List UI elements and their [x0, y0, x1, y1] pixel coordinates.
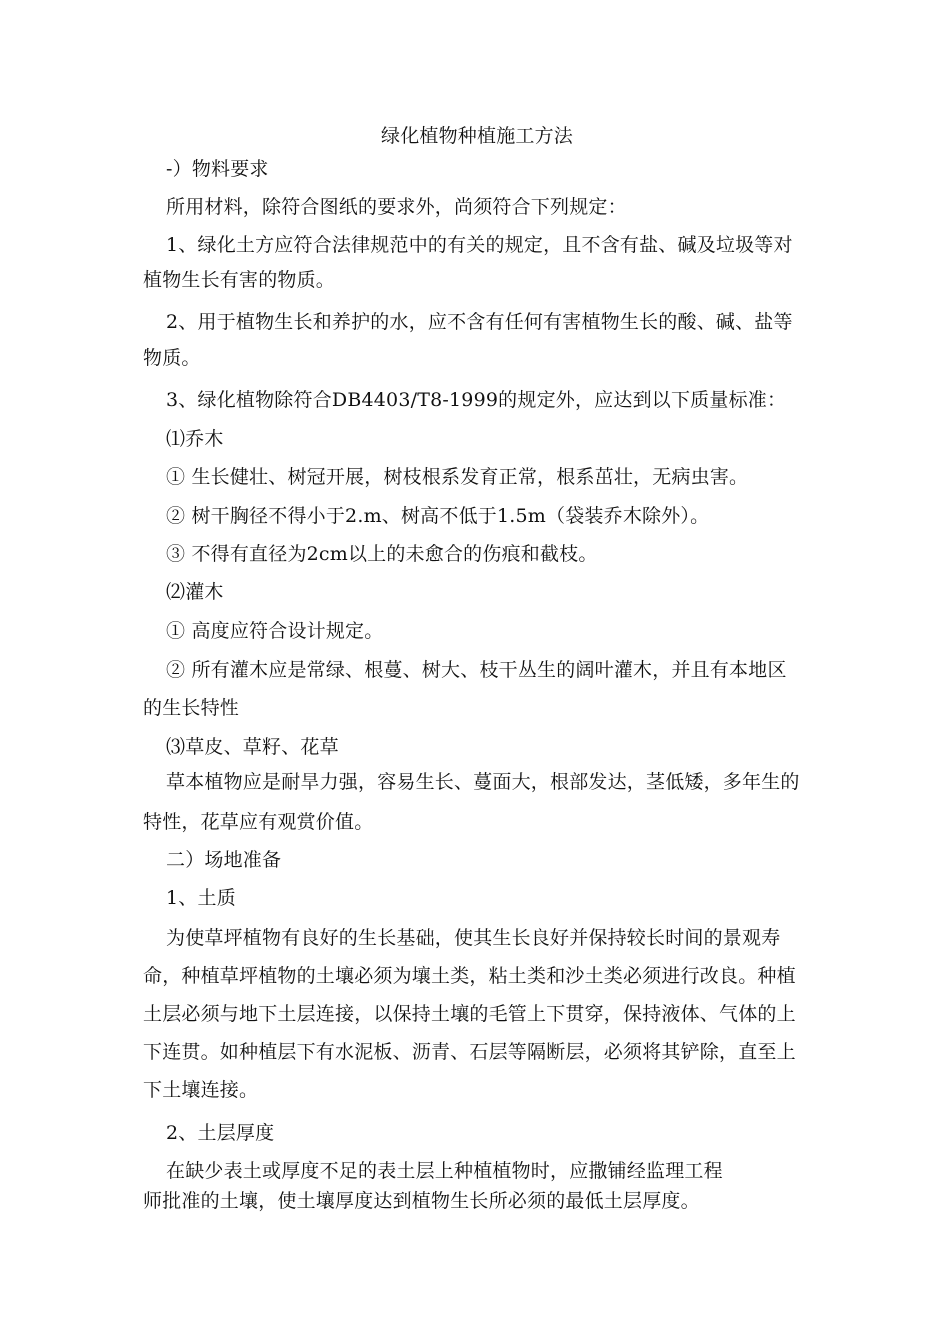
list-item: ① 生长健壮、树冠开展，树枝根系发育正常，根系茁壮，无病虫害。 — [166, 466, 749, 488]
subsection-heading: 1、土质 — [166, 887, 236, 909]
paragraph-line: 物质。 — [143, 347, 201, 369]
subsection-heading: ⑴乔木 — [166, 428, 224, 450]
paragraph-line: 2、用于植物生长和养护的水，应不含有任何有害植物生长的酸、碱、盐等 — [166, 311, 793, 333]
paragraph-line: 命，种植草坪植物的土壤必须为壤土类，粘土类和沙土类必须进行改良。种植 — [143, 965, 796, 987]
paragraph-line: 3、绿化植物除符合DB4403/T8-1999的规定外，应达到以下质量标准： — [166, 389, 787, 411]
subsection-heading: ⑶草皮、草籽、花草 — [166, 736, 339, 758]
paragraph-line: 草本植物应是耐旱力强，容易生长、蔓面大，根部发达，茎低矮，多年生的 — [166, 771, 800, 793]
document-title: 绿化植物种植施工方法 — [381, 125, 574, 147]
paragraph-line: 土层必须与地下土层连接，以保持土壤的毛管上下贯穿，保持液体、气体的上 — [143, 1003, 796, 1025]
paragraph-line: 植物生长有害的物质。 — [143, 269, 336, 291]
list-item: ② 所有灌木应是常绿、根蔓、树大、枝干丛生的阔叶灌木，并且有本地区 — [166, 659, 787, 681]
section-heading: 二）场地准备 — [166, 849, 282, 871]
paragraph-line: 1、绿化土方应符合法律规范中的有关的规定，且不含有盐、碱及垃圾等对 — [166, 234, 793, 256]
section-heading: -）物料要求 — [166, 158, 269, 180]
paragraph-line: 所用材料，除符合图纸的要求外，尚须符合下列规定： — [166, 196, 627, 218]
list-item: ② 树干胸径不得小于2.m、树高不低于1.5m（袋装乔木除外）。 — [166, 505, 710, 527]
paragraph-line: 特性，花草应有观赏价值。 — [143, 811, 374, 833]
paragraph-line: 的生长特性 — [143, 697, 240, 719]
list-item: ③ 不得有直径为2cm以上的未愈合的伤痕和截枝。 — [166, 543, 598, 565]
subsection-heading: ⑵灌木 — [166, 581, 224, 603]
paragraph-line: 师批准的土壤，使土壤厚度达到植物生长所必须的最低土层厚度。 — [143, 1190, 700, 1212]
paragraph-line: 在缺少表土或厚度不足的表土层上种植植物时，应撒铺经监理工程 — [166, 1160, 723, 1182]
paragraph-line: 下连贯。如种植层下有水泥板、沥青、石层等隔断层，必须将其铲除，直至上 — [143, 1041, 796, 1063]
list-item: ① 高度应符合设计规定。 — [166, 620, 384, 642]
subsection-heading: 2、土层厚度 — [166, 1122, 275, 1144]
paragraph-line: 为使草坪植物有良好的生长基础，使其生长良好并保持较长时间的景观寿 — [166, 927, 781, 949]
paragraph-line: 下土壤连接。 — [143, 1079, 259, 1101]
